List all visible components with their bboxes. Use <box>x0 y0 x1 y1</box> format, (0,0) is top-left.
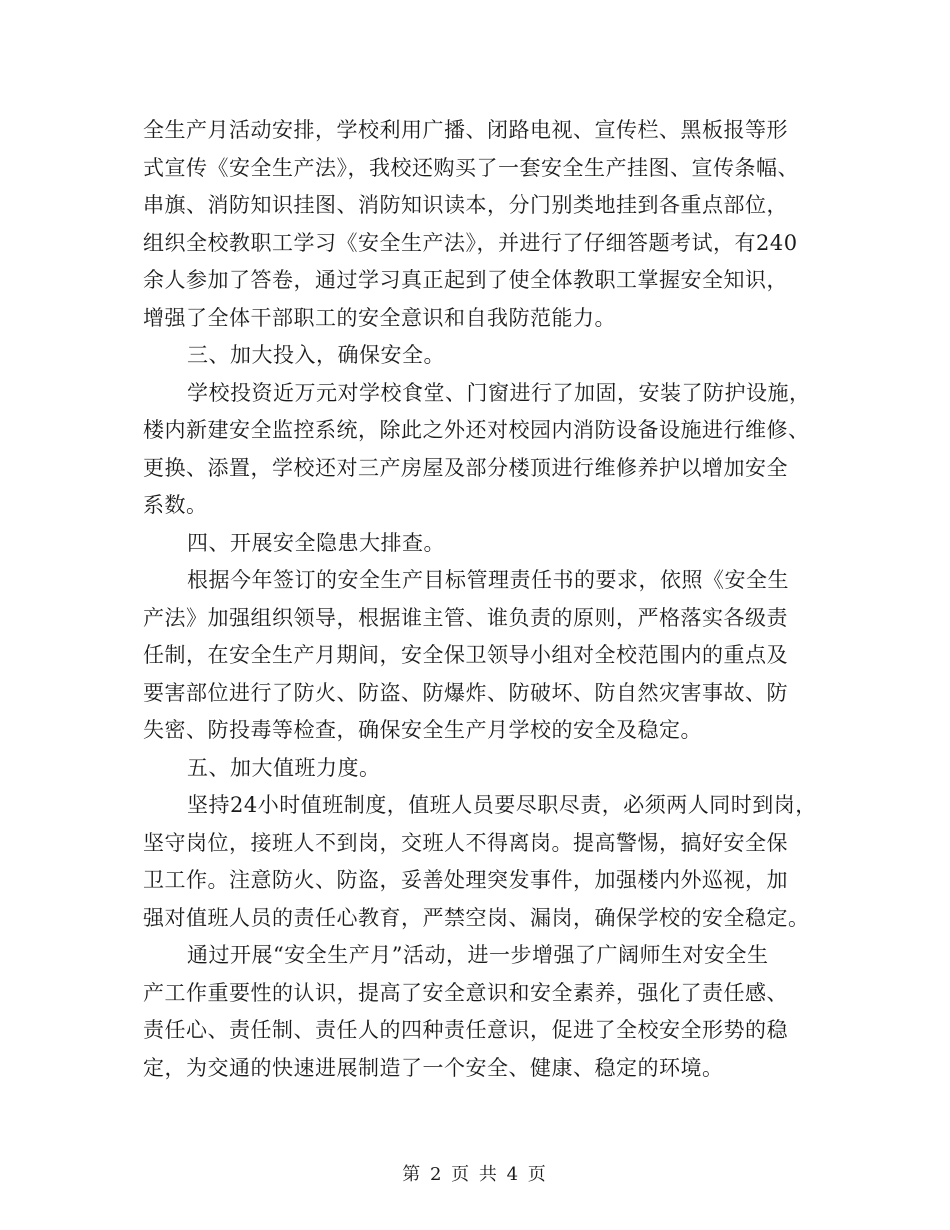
text-line: 更换、添置，学校还对三产房屋及部分楼顶进行维修养护以增加安全 <box>143 455 788 480</box>
text-line: 根据今年签订的安全生产目标管理责任书的要求，依照《安全生 <box>187 568 789 592</box>
text-line: 组织全校教职工学习《安全生产法》，并进行了仔细答题考试，有240 <box>143 230 798 255</box>
section-heading: 五、加大值班力度。 <box>187 755 381 780</box>
text-line: 产法》加强组织领导，根据谁主管、谁负责的原则，严格落实各级责 <box>143 605 788 630</box>
text-line: 强对值班人员的责任心教育，严禁空岗、漏岗，确保学校的安全稳定。 <box>143 905 810 930</box>
text-line: 增强了全体干部职工的安全意识和自我防范能力。 <box>143 305 616 330</box>
text-line: 坚持24小时值班制度，值班人员要尽职尽责，必须两人同时到岗， <box>187 793 817 817</box>
text-line: 产工作重要性的认识，提高了安全意识和安全素养，强化了责任感、 <box>143 980 788 1005</box>
text-line: 全生产月活动安排，学校利用广播、闭路电视、宣传栏、黑板报等形 <box>143 118 788 142</box>
section-heading: 四、开展安全隐患大排查。 <box>187 530 445 555</box>
document-body <box>143 112 823 1087</box>
text-line: 责任心、责任制、责任人的四种责任意识，促进了全校安全形势的稳 <box>143 1018 788 1042</box>
text-line: 要害部位进行了防火、防盗、防爆炸、防破坏、防自然灾害事故、防 <box>143 680 788 705</box>
text-line: 坚守岗位，接班人不到岗，交班人不得离岗。提高警惕，搞好安全保 <box>143 830 788 855</box>
text-line: 楼内新建安全监控系统，除此之外还对校园内消防设备设施进行维修、 <box>143 418 810 442</box>
text-line: 失密、防投毒等检查，确保安全生产月学校的安全及稳定。 <box>143 718 702 742</box>
text-line: 式宣传《安全生产法》，我校还购买了一套安全生产挂图、宣传条幅、 <box>143 155 799 180</box>
section-heading: 三、加大投入，确保安全。 <box>187 343 445 367</box>
page-number: 第 2 页 共 4 页 <box>402 1164 548 1185</box>
text-line: 定，为交通的快速进展制造了一个安全、健康、稳定的环境。 <box>143 1055 724 1080</box>
text-line: 通过开展“安全生产月”活动，进一步增强了广阔师生对安全生 <box>187 943 769 967</box>
text-line: 任制，在安全生产月期间，安全保卫领导小组对全校范围内的重点及 <box>143 643 788 667</box>
text-line: 卫工作。注意防火、防盗，妥善处理突发事件，加强楼内外巡视，加 <box>143 868 788 892</box>
text-line: 串旗、消防知识挂图、消防知识读本，分门别类地挂到各重点部位， <box>143 193 788 217</box>
text-line: 系数。 <box>143 493 208 517</box>
text-line: 余人参加了答卷，通过学习真正起到了使全体教职工掌握安全知识， <box>143 268 788 292</box>
text-line: 学校投资近万元对学校食堂、门窗进行了加固，安装了防护设施， <box>187 380 811 405</box>
